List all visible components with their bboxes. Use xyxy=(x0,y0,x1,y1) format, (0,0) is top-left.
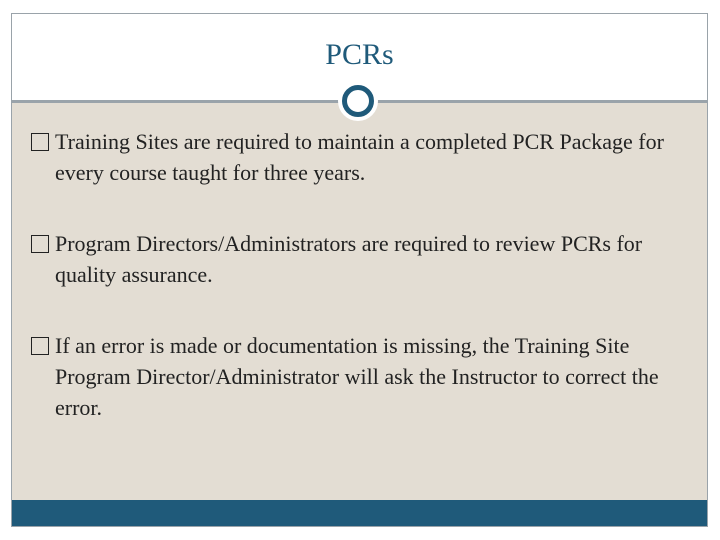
footer-bar xyxy=(12,500,707,526)
square-bullet-icon xyxy=(31,235,49,253)
list-item xyxy=(31,228,696,290)
square-bullet-icon xyxy=(31,337,49,355)
slide xyxy=(11,13,708,527)
list-item xyxy=(31,330,696,423)
ring-icon xyxy=(338,81,378,121)
bullet-list xyxy=(31,126,696,463)
bullet-text: If an error is made or documentation is missing, the Training Site Program Director/Administrator will ask the Instructor to correct the error. xyxy=(55,333,659,420)
bullet-text: Training Sites are required to maintain a completed PCR Package for every course taught for three years. xyxy=(55,129,664,185)
page-title: PCRs xyxy=(325,38,394,71)
bullet-text: Program Directors/Administrators are required to review PCRs for quality assurance. xyxy=(55,231,643,287)
list-item xyxy=(31,126,696,188)
square-bullet-icon xyxy=(31,133,49,151)
ring-inner xyxy=(342,85,374,117)
